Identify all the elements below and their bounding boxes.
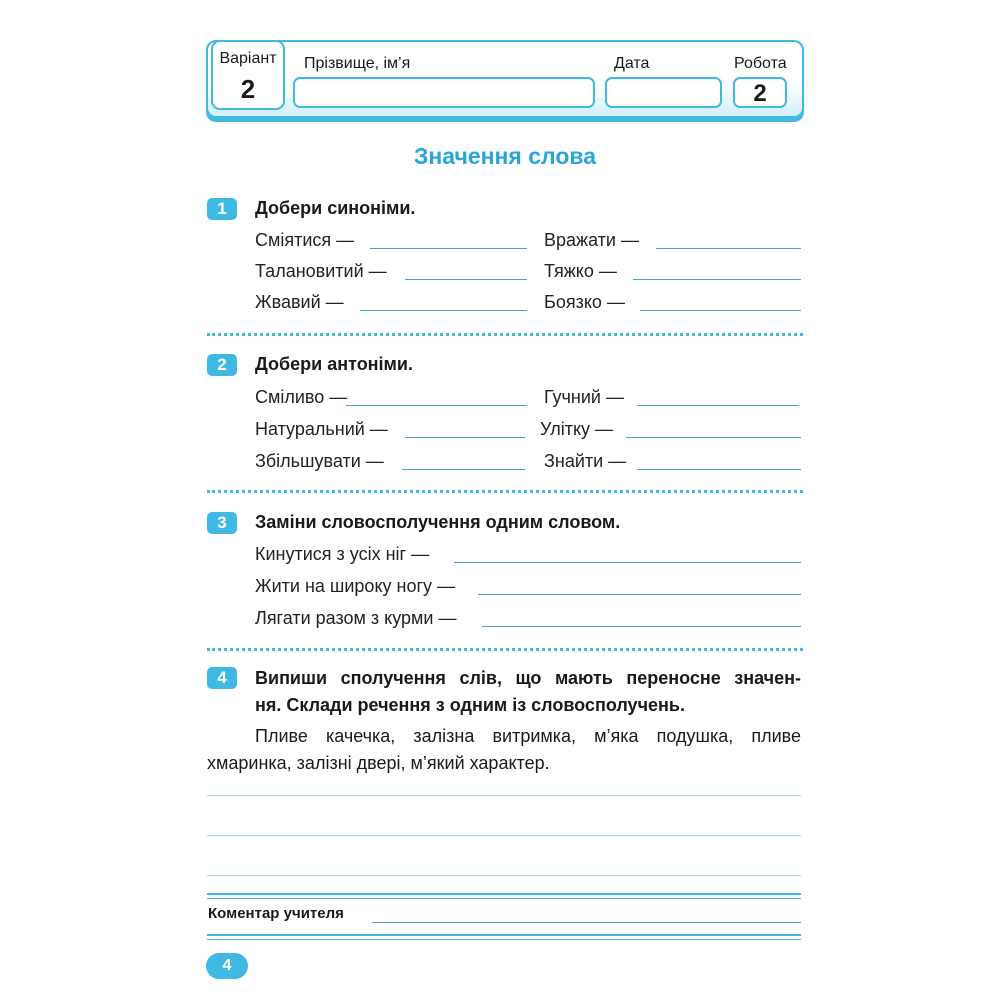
task1-item-right-1: Вражати — xyxy=(544,230,639,250)
task2-item-left-2: Натуральний — xyxy=(255,419,388,439)
answer-line[interactable] xyxy=(360,310,527,311)
answer-line[interactable] xyxy=(405,279,527,280)
answer-line[interactable] xyxy=(405,437,525,438)
task1-item-left-3: Жвавий — xyxy=(255,292,344,312)
task3-item-1: Кинутися з усіх ніг — xyxy=(255,544,430,564)
writing-line[interactable] xyxy=(207,875,801,876)
task2-item-left-3: Збільшувати — xyxy=(255,451,384,471)
task1-title: Добери синоніми. xyxy=(255,198,416,218)
task1-item-right-3: Боязко — xyxy=(544,292,625,312)
teacher-comment-label: Коментар учителя xyxy=(208,905,344,922)
task3-item-3: Лягати разом з курми — xyxy=(255,608,457,628)
work-number-box xyxy=(733,77,787,108)
answer-line[interactable] xyxy=(402,469,525,470)
task1-badge: 1 xyxy=(207,198,237,220)
task2-item-left-1: Сміливо — xyxy=(255,387,348,407)
task3-title: Заміни словосполучення одним словом. xyxy=(255,512,621,532)
page-number: 4 xyxy=(206,953,248,979)
task2-item-right-3: Знайти — xyxy=(544,451,627,471)
task1-item-left-1: Сміятися — xyxy=(255,230,355,250)
dotted-separator xyxy=(207,333,803,336)
task3-badge: 3 xyxy=(207,512,237,534)
variant-number: 2 xyxy=(240,74,256,104)
answer-line[interactable] xyxy=(640,310,801,311)
task3-item-2: Жити на широку ногу — xyxy=(255,576,456,596)
answer-line[interactable] xyxy=(478,594,801,595)
task1-item-right-2: Тяжко — xyxy=(544,261,617,281)
variant-label: Варіант xyxy=(219,50,277,67)
answer-line[interactable] xyxy=(346,405,527,406)
work-label: Робота xyxy=(734,55,787,72)
task2-title: Добери антоніми. xyxy=(255,354,413,374)
date-field[interactable] xyxy=(605,77,722,108)
answer-line[interactable] xyxy=(626,437,801,438)
task1-item-left-2: Талановитий — xyxy=(255,261,387,281)
name-label: Прізвище, ім’я xyxy=(304,55,411,72)
comment-bottom-rule xyxy=(207,934,801,940)
page-title: Значення слова xyxy=(413,143,597,169)
answer-line[interactable] xyxy=(637,469,801,470)
answer-line[interactable] xyxy=(454,562,801,563)
comment-top-rule xyxy=(207,893,801,899)
dotted-separator xyxy=(207,490,803,493)
writing-line[interactable] xyxy=(207,795,801,796)
task2-item-right-1: Гучний — xyxy=(544,387,624,407)
task4-title xyxy=(255,665,801,719)
task4-title-line-1: Випиши сполучення слів, що мають переносне значен- xyxy=(255,668,801,688)
name-field[interactable] xyxy=(293,77,595,108)
task2-badge: 2 xyxy=(207,354,237,376)
dotted-separator xyxy=(207,648,803,651)
work-number: 2 xyxy=(753,80,767,107)
variant-box xyxy=(211,40,285,110)
answer-line[interactable] xyxy=(482,626,801,627)
answer-line[interactable] xyxy=(656,248,801,249)
task4-title-line-2: ня. Склади речення з одним із словосполучень. xyxy=(255,695,685,715)
answer-line[interactable] xyxy=(637,405,799,406)
task4-text xyxy=(207,723,801,777)
teacher-comment-line[interactable] xyxy=(372,922,801,923)
answer-line[interactable] xyxy=(370,248,527,249)
task2-item-right-2: Улітку — xyxy=(540,419,614,439)
task4-text-line-1: Пливе качечка, залізна витримка, м’яка подушка, пливе xyxy=(255,726,801,746)
answer-line[interactable] xyxy=(633,279,801,280)
date-label: Дата xyxy=(614,55,650,72)
writing-line[interactable] xyxy=(207,835,801,836)
task4-text-line-2: хмаринка, залізні двері, м’який характер. xyxy=(207,753,550,773)
task4-badge: 4 xyxy=(207,667,237,689)
